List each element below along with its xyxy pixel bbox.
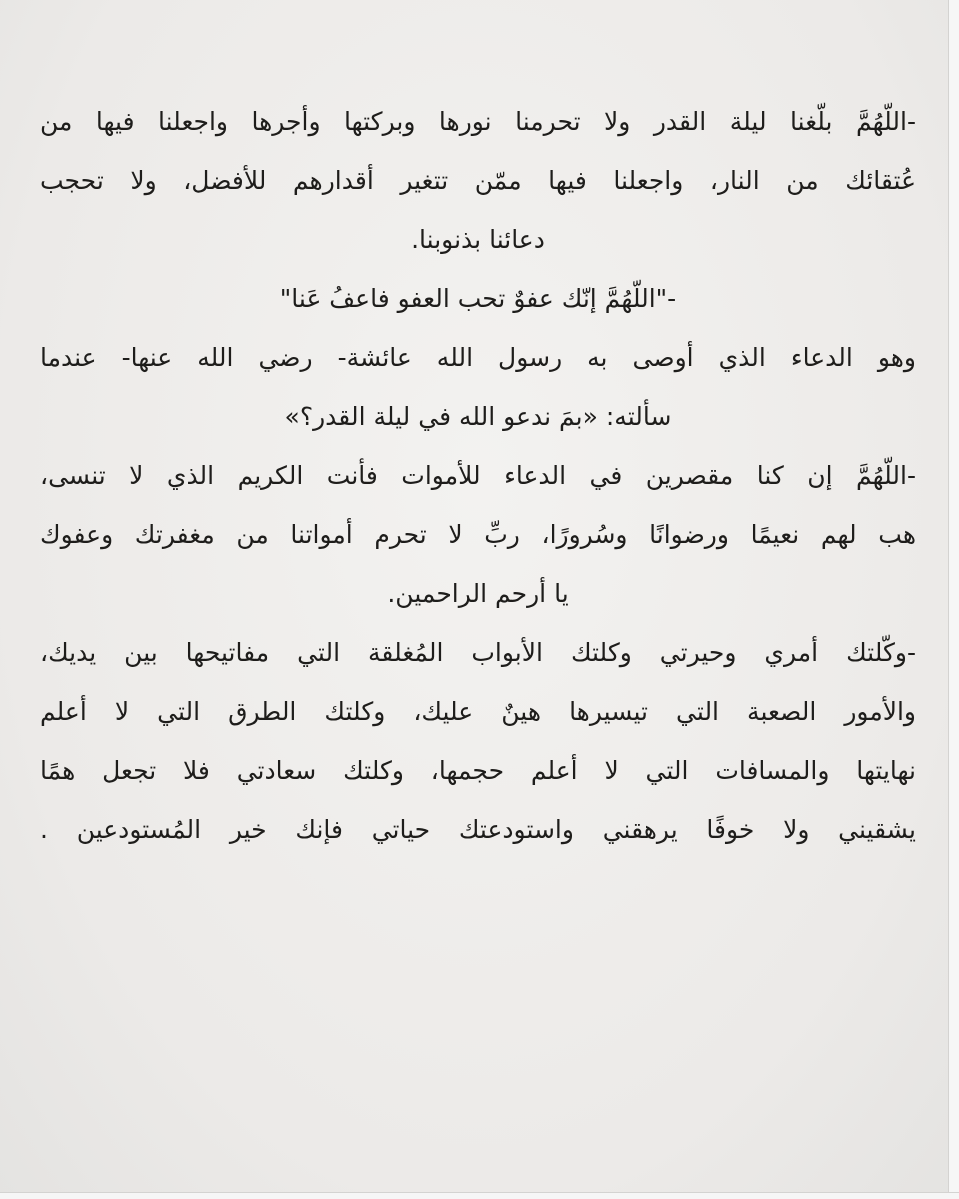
page-right-border [948, 0, 959, 1199]
text-line-12: نهايتها والمسافات التي لا أعلم حجمها، وكلتك سعادتي فلا تجعل همًا [40, 756, 916, 785]
text-line-4: -"اللّهُمَّ إنّك عفوٌ تحب العفو فاعفُ عَنا" [279, 284, 677, 313]
prayer-text [40, 92, 916, 859]
text-line-5: وهو الدعاء الذي أوصى به رسول الله عائشة- رضي الله عنها- عندما [40, 343, 916, 372]
text-line-2: عُتقائك من النار، واجعلنا فيها ممّن تتغير أقدارهم للأفضل، ولا تحجب [40, 166, 916, 195]
text-line-11: والأمور الصعبة التي تيسيرها هينٌ عليك، وكلتك الطرق التي لا أعلم [40, 697, 916, 726]
page-bottom-border [0, 1192, 959, 1199]
text-line-1: -اللّهُمَّ بلّغنا ليلة القدر ولا تحرمنا نورها وبركتها وأجرها واجعلنا فيها من [40, 107, 916, 136]
text-line-3: دعائنا بذنوبنا. [411, 225, 545, 254]
text-line-13: يشقيني ولا خوفًا يرهقني واستودعتك حياتي فإنك خير المُستودعين . [40, 815, 916, 844]
text-line-8: هب لهم نعيمًا ورضوانًا وسُرورًا، ربِّ لا تحرم أمواتنا من مغفرتك وعفوك [40, 520, 916, 549]
text-line-10: -وكّلتك أمري وحيرتي وكلتك الأبواب المُغلقة التي مفاتيحها بين يديك، [40, 638, 916, 667]
text-line-7: -اللّهُمَّ إن كنا مقصرين في الدعاء للأموات فأنت الكريم الذي لا تنسى، [40, 461, 916, 490]
text-line-6: سألته: «بمَ ندعو الله في ليلة القدر؟» [284, 402, 672, 431]
text-line-9: يا أرحم الراحمين. [387, 579, 569, 608]
